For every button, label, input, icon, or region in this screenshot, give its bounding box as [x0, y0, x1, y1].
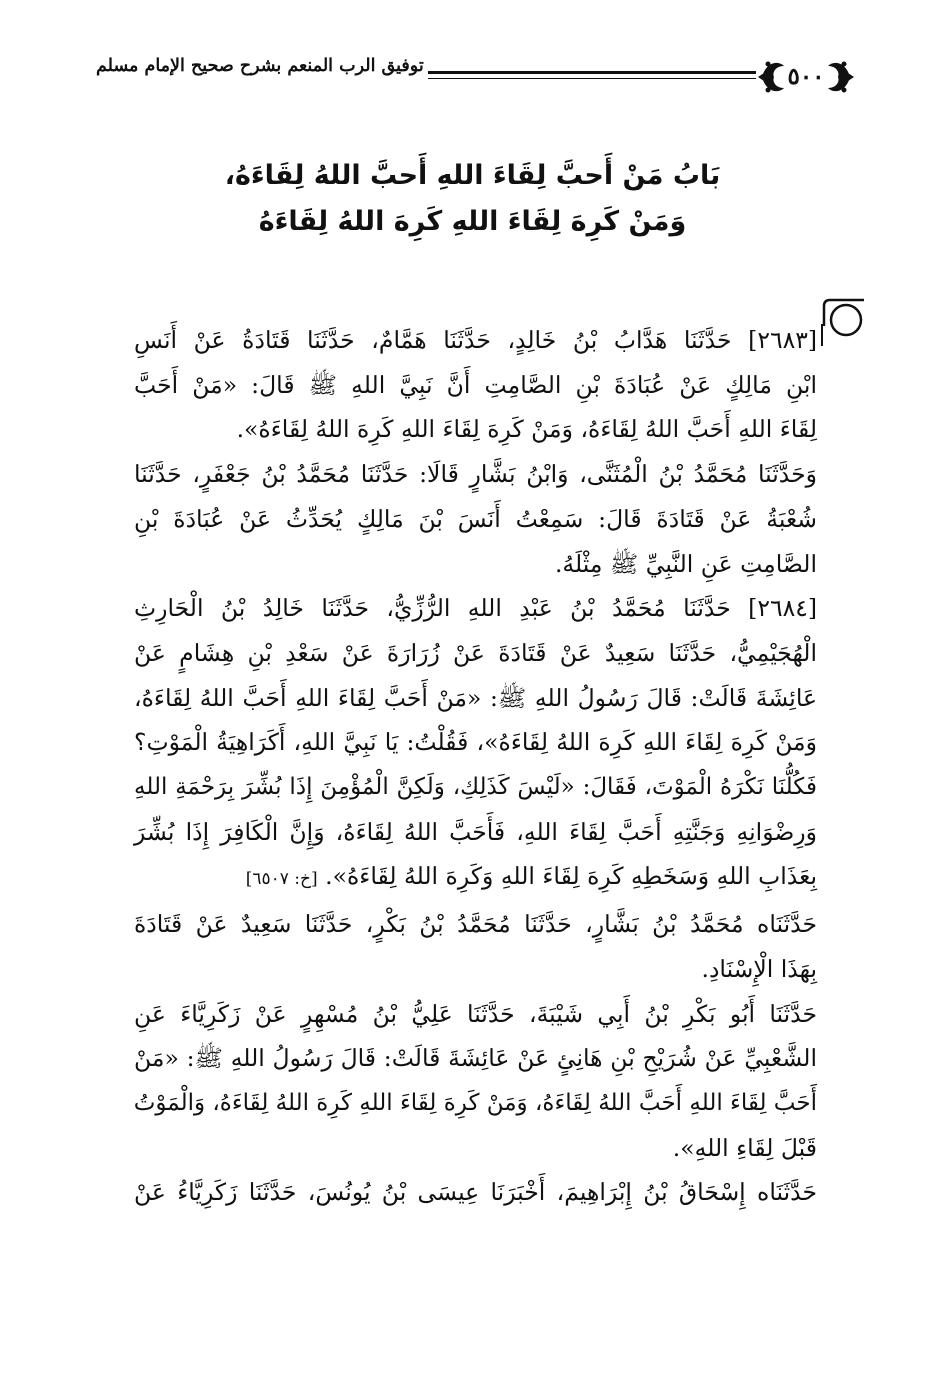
- page-number: ٥٠٠: [787, 63, 825, 90]
- paragraph: [134, 902, 817, 991]
- bukhari-reference: [خ: ٦٥٠٧]: [245, 869, 318, 890]
- text-line: [٢٦٨٣] حَدَّثَنَا هَدَّابُ بْنُ خَالِدٍ، حَدَّثَنَا هَمَّامٌ، حَدَّثَنَا قَتَادَةُ عَنْ أَنَسِ: [134, 326, 817, 354]
- text-line: حَدَّثَنَاه مُحَمَّدُ بْنُ بَشَّارٍ، حَدَّثَنَا مُحَمَّدُ بْنُ بَكْرٍ، حَدَّثَنَا سَعِيدٌ عَنْ قَتَادَةَ: [134, 910, 817, 939]
- text-line: بِعَذَابِ اللهِ وَسَخَطِهِ كَرِهَ لِقَاءَ اللهِ وَكَرِهَ اللهُ لِقَاءَهُ».: [325, 862, 817, 891]
- chapter-heading: [120, 153, 825, 245]
- text-line: بِهَذَا الْإِسْنَادِ.: [701, 954, 817, 983]
- text-line: الصَّامِتِ عَنِ النَّبِيِّ ﷺ مِثْلَهُ.: [554, 549, 817, 578]
- text-line: [٢٦٨٤] حَدَّثَنَا مُحَمَّدُ بْنُ عَبْدِ اللهِ الرُّزِّيُّ، حَدَّثَنَا خَالِدُ بْنُ الْحَارِثِ: [134, 594, 817, 623]
- text-line: وَحَدَّثَنَا مُحَمَّدُ بْنُ الْمُثَنَّى، وَابْنُ بَشَّارٍ قَالَا: حَدَّثَنَا مُحَمَّدُ بْنُ جَعْفَرٍ، حَدَّثَنَا: [134, 460, 817, 489]
- text-line-with-reference: [134, 854, 817, 902]
- text-line: وَرِضْوَانِهِ وَجَنَّتِهِ أَحَبَّ لِقَاءَ اللهِ، فَأَحَبَّ اللهُ لِقَاءَهُ، وَإِنَّ الْكَافِرَ إِذَا بُشِّرَ: [134, 817, 817, 846]
- text-line: ابْنِ مَالِكٍ عَنْ عُبَادَةَ بْنِ الصَّامِتِ أَنَّ نَبِيَّ اللهِ ﷺ قَالَ: «مَنْ أَحَبَّ: [134, 370, 817, 399]
- text-line: عَائِشَةَ قَالَتْ: قَالَ رَسُولُ اللهِ ﷺ: «مَنْ أَحَبَّ لِقَاءَ اللهِ أَحَبَّ اللهُ لِقَاءَهُ،: [134, 683, 817, 712]
- page-number-ornament: [756, 52, 856, 102]
- book-title: توفيق الرب المنعم بشرح صحيح الإمام مسلم: [96, 56, 424, 76]
- running-header: [96, 52, 856, 116]
- header-rule: [428, 71, 756, 74]
- hadith-text: [134, 318, 817, 1215]
- paragraph: [134, 452, 817, 586]
- header-rule-thin: [428, 78, 756, 79]
- text-line: حَدَّثَنَا أَبُو بَكْرِ بْنُ أَبِي شَيْبَةَ، حَدَّثَنَا عَلِيُّ بْنُ مُسْهِرٍ عَنْ زَكَرِيَّاءَ عَنِ: [134, 999, 817, 1028]
- paragraph: [134, 586, 817, 902]
- text-line: الشَّعْبِيِّ عَنْ شُرَيْحِ بْنِ هَانِئٍ عَنْ عَائِشَةَ قَالَتْ: قَالَ رَسُولُ اللهِ ﷺ: «مَنْ: [134, 1044, 817, 1073]
- chapter-heading-line-1: بَابُ مَنْ أَحبَّ لِقَاءَ اللهِ أَحبَّ اللهُ لِقَاءَهُ،: [224, 160, 721, 191]
- chapter-heading-line-2: وَمَنْ كَرِهَ لِقَاءَ اللهِ كَرِهَ اللهُ لِقَاءَهُ: [258, 206, 687, 237]
- text-line: لِقَاءَ اللهِ أَحَبَّ اللهُ لِقَاءَهُ، وَمَنْ كَرِهَ لِقَاءَ اللهِ كَرِهَ اللهُ لِقَاءَهُ».: [236, 415, 817, 444]
- text-line: شُعْبَةُ عَنْ قَتَادَةَ قَالَ: سَمِعْتُ أَنَسَ بْنَ مَالِكٍ يُحَدِّثُ عَنْ عُبَادَةَ بْنِ: [134, 504, 817, 533]
- text-line: أَحَبَّ لِقَاءَ اللهِ أَحَبَّ اللهُ لِقَاءَهُ، وَمَنْ كَرِهَ لِقَاءَ اللهِ كَرِهَ اللهُ لِقَاءَهُ، وَالْمَوْتُ: [133, 1089, 817, 1116]
- text-line: قَبْلَ لِقَاءِ اللهِ».: [672, 1133, 817, 1162]
- paragraph: [134, 992, 817, 1171]
- text-line: فَكُلُّنَا نَكْرَهُ الْمَوْتَ، فَقَالَ: «لَيْسَ كَذَلِكِ، وَلَكِنَّ الْمُؤْمِنَ إِذَا بُشِّرَ بِرَحْمَةِ اللهِ: [134, 774, 817, 801]
- paragraph: [134, 318, 817, 452]
- text-line: وَمَنْ كَرِهَ لِقَاءَ اللهِ كَرِهَ اللهُ لِقَاءَهُ»، فَقُلْتُ: يَا نَبِيَّ اللهِ، أَكَرَاهِيَةُ الْمَوْتِ؟: [134, 728, 817, 757]
- text-line: الْهُجَيْمِيُّ، حَدَّثَنَا سَعِيدٌ عَنْ قَتَادَةَ عَنْ زُرَارَةَ عَنْ سَعْدِ بْنِ هِشَامٍ عَنْ: [134, 638, 817, 667]
- text-line: حَدَّثَنَاه إِسْحَاقُ بْنُ إِبْرَاهِيمَ، أَخْبَرَنَا عِيسَى بْنُ يُونُسَ، حَدَّثَنَا زَكَرِيَّاءُ عَنْ: [134, 1178, 817, 1207]
- paragraph: [134, 1170, 817, 1215]
- corner-bracket-icon: [820, 296, 868, 352]
